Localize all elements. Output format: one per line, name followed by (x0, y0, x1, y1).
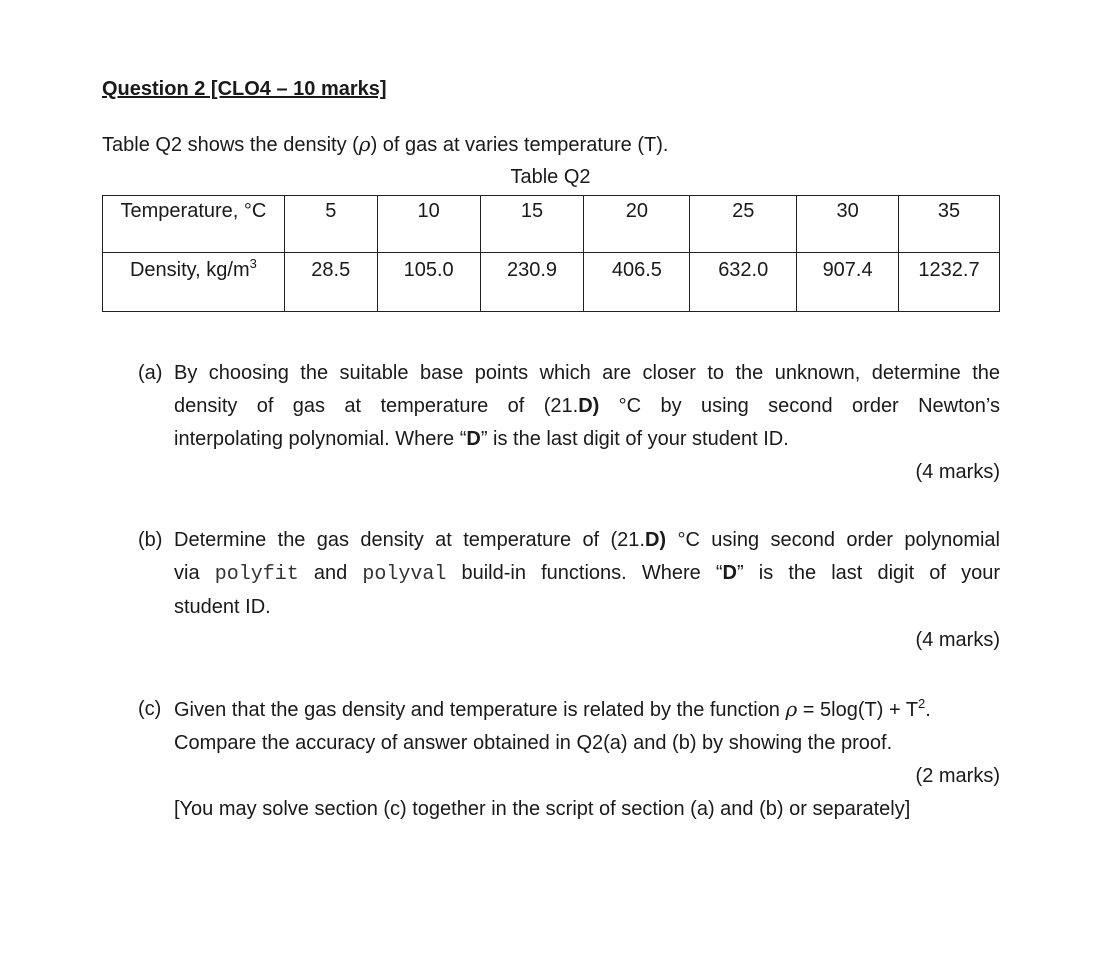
part-a-marks: (4 marks) (915, 461, 1000, 483)
density-label (103, 253, 285, 312)
part-a-line2 (174, 390, 1000, 423)
density-label-sup: 3 (249, 256, 257, 271)
part-a-line3-pre: interpolating polynomial. Where “ (174, 428, 467, 450)
part-b-line2-post: ” is the last digit of your (736, 562, 1001, 584)
density-cell: 230.9 (480, 253, 584, 312)
part-c-line2: Compare the accuracy of answer obtained in Q2(a) and (b) by showing the proof. (174, 732, 893, 754)
density-cell: 28.5 (284, 253, 377, 312)
part-b-marker: (b) (138, 529, 163, 551)
part-c-line1-pre: Given that the gas density and temperature is related by the function (174, 699, 786, 721)
part-c-marks: (2 marks) (915, 765, 1000, 787)
part-c-line1 (174, 693, 1000, 727)
density-cell: 105.0 (377, 253, 480, 312)
temperature-cell: 20 (584, 196, 690, 253)
part-c-line1-sup: 2 (918, 696, 926, 711)
density-table (102, 195, 1000, 312)
rho-symbol: ρ (358, 132, 371, 156)
table-caption: Table Q2 (510, 166, 591, 188)
part-b (138, 524, 1000, 657)
temperature-cell: 30 (797, 196, 899, 253)
polyval-code: polyval (362, 563, 447, 586)
density-cell: 632.0 (690, 253, 797, 312)
density-cell: 1232.7 (899, 253, 1000, 312)
part-a-line2-pre: density of gas at temperature of (21. (174, 395, 579, 417)
part-b-line1 (174, 524, 1000, 557)
part-a-marker: (a) (138, 362, 163, 384)
part-b-line3: student ID. (174, 596, 271, 618)
part-a-line3 (174, 423, 1000, 456)
temperature-cell: 25 (690, 196, 797, 253)
density-cell: 406.5 (584, 253, 690, 312)
part-a-line3-post: ” is the last digit of your student ID. (480, 428, 789, 450)
temperature-cell: 5 (284, 196, 377, 253)
intro-text (102, 132, 668, 157)
part-a-line1: By choosing the suitable base points which are closer to the unknown, determine the (174, 362, 1000, 384)
intro-after: ) of gas at varies temperature (T). (370, 134, 669, 156)
part-c-note: [You may solve section (c) together in the script of section (a) and (b) or separately] (174, 798, 911, 820)
part-c-marker: (c) (138, 698, 162, 720)
part-c-line1-end: . (925, 699, 931, 721)
part-b-line1-pre: Determine the gas density at temperature of (21. (174, 529, 645, 551)
part-b-line2 (174, 557, 1000, 591)
part-c-line1-post: = 5log(T) + T (797, 699, 919, 721)
part-b-line2-pre: via (174, 562, 215, 584)
part-b-line1-bold: D) (644, 529, 667, 551)
part-c (138, 693, 1000, 826)
density-cell: 907.4 (797, 253, 899, 312)
rho-symbol: ρ (785, 697, 798, 721)
temperature-cell: 15 (480, 196, 584, 253)
density-row (103, 253, 1000, 312)
temperature-cell: 10 (377, 196, 480, 253)
density-label-text: Density, kg/m (129, 259, 250, 281)
temperature-cell: 35 (899, 196, 1000, 253)
part-b-marks: (4 marks) (915, 629, 1000, 651)
question-heading: Question 2 [CLO4 – 10 marks] (102, 78, 387, 100)
polyfit-code: polyfit (214, 563, 299, 586)
part-a-line2-post: °C by using second order Newton’s (599, 395, 1000, 417)
part-a-line3-bold: D (466, 428, 481, 450)
part-b-line2-bold: D (722, 562, 737, 584)
part-b-line2-mid: and (298, 562, 363, 584)
temperature-label: Temperature, °C (103, 196, 285, 253)
intro-before: Table Q2 shows the density ( (102, 134, 359, 156)
part-b-line2-post-pre: build-in functions. Where “ (446, 562, 723, 584)
part-a-line2-bold: D) (578, 395, 600, 417)
temperature-row (103, 196, 1000, 253)
part-a (138, 357, 1000, 489)
part-b-line1-post: °C using second order polynomial (666, 529, 1000, 551)
